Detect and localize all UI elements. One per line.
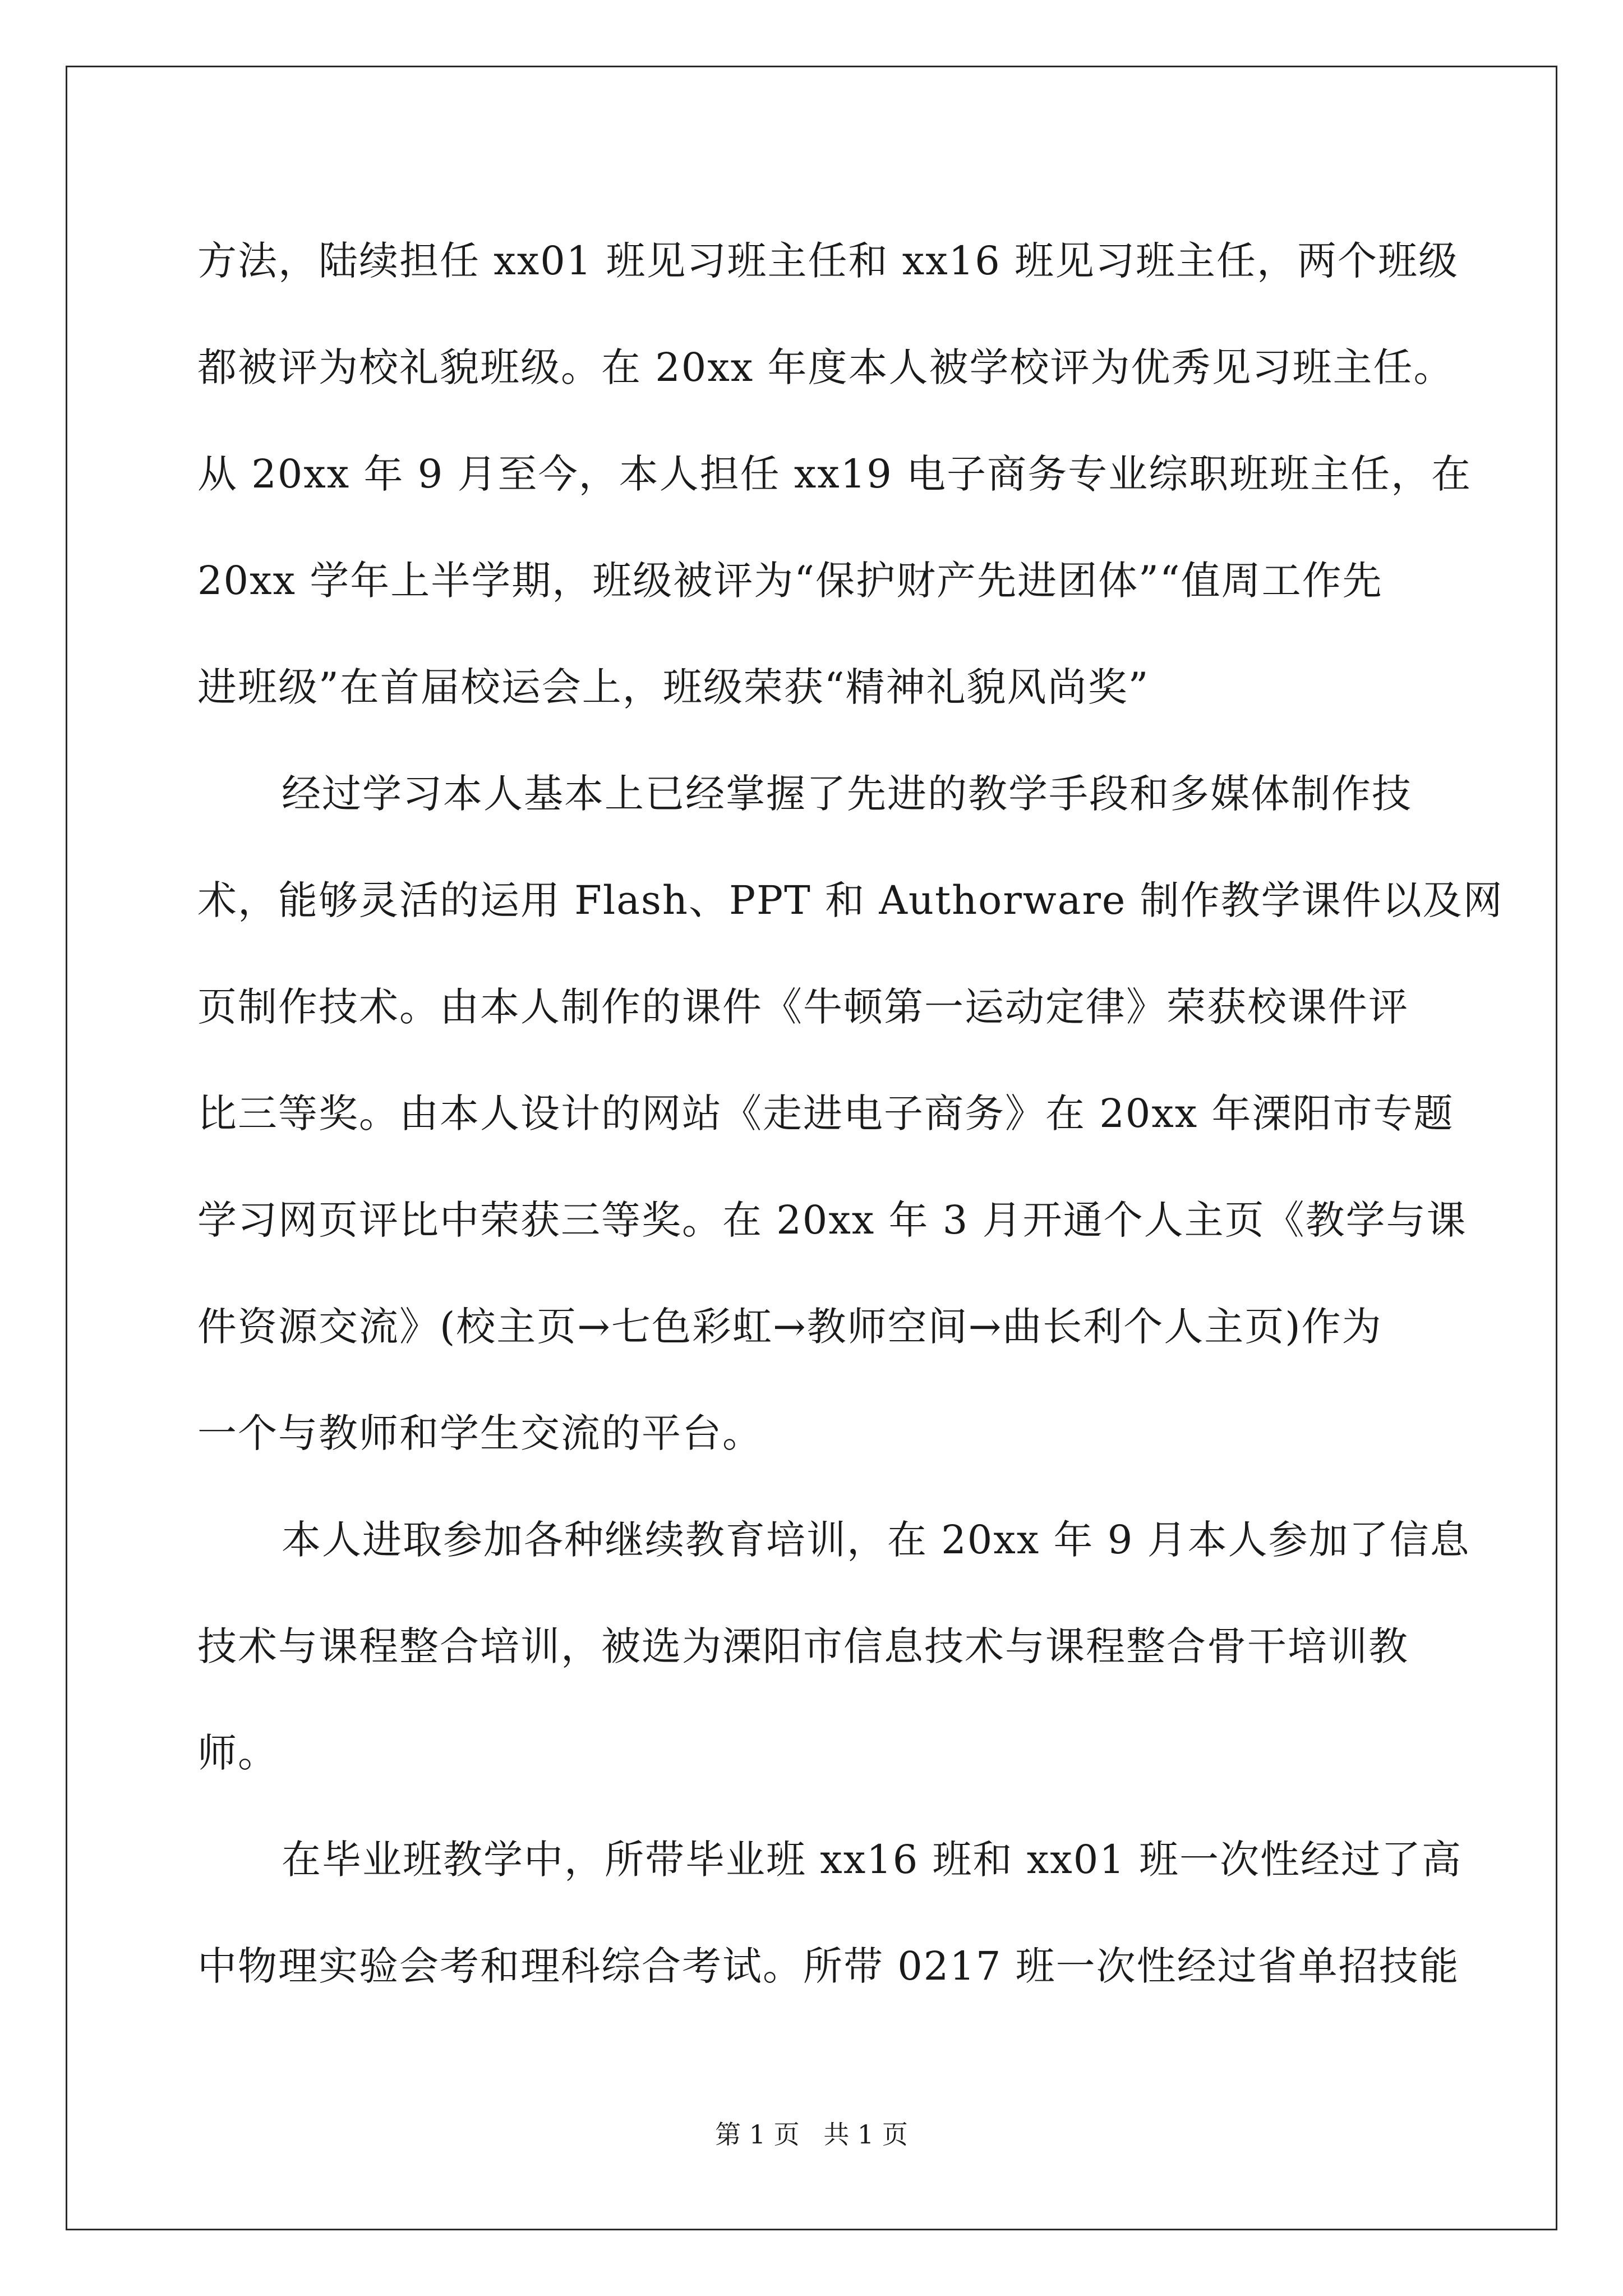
- text-line: 技术与课程整合培训，被选为溧阳市信息技术与课程整合骨干培训教: [197, 1623, 1409, 1669]
- text-line: 中物理实验会考和理科综合考试。所带 0217 班一次性经过省单招技能: [197, 1943, 1460, 1989]
- text-line: 件资源交流》(校主页→七色彩虹→教师空间→曲长利个人主页)作为: [197, 1304, 1382, 1350]
- text-line: 页制作技术。由本人制作的课件《牛顿第一运动定律》荣获校课件评: [197, 984, 1409, 1030]
- text-line: 术，能够灵活的运用 Flash、PPT 和 Authorware 制作教学课件以及网: [197, 877, 1504, 923]
- paragraph-first-line: 在毕业班教学中，所带毕业班 xx16 班和 xx01 班一次性经过了高: [282, 1837, 1463, 1883]
- text-line: 从 20xx 年 9 月至今，本人担任 xx19 电子商务专业综职班班主任，在: [197, 451, 1472, 497]
- page-footer: [0, 2118, 1623, 2151]
- text-line: 20xx 学年上半学期，班级被评为“保护财产先进团体”“值周工作先: [197, 558, 1383, 604]
- paragraph-first-line: 本人进取参加各种继续教育培训，在 20xx 年 9 月本人参加了信息: [282, 1517, 1470, 1563]
- paragraph-first-line: 经过学习本人基本上已经掌握了先进的教学手段和多媒体制作技: [282, 771, 1412, 817]
- text-line: 都被评为校礼貌班级。在 20xx 年度本人被学校评为优秀见习班主任。: [197, 344, 1454, 390]
- text-line: 一个与教师和学生交流的平台。: [197, 1410, 763, 1456]
- text-line: 比三等奖。由本人设计的网站《走进电子商务》在 20xx 年溧阳市专题: [197, 1091, 1454, 1137]
- document-body: [197, 208, 1504, 2019]
- text-line: 进班级”在首届校运会上，班级荣获“精神礼貌风尚奖”: [197, 664, 1150, 710]
- text-line: 方法，陆续担任 xx01 班见习班主任和 xx16 班见习班主任，两个班级: [197, 238, 1459, 284]
- page-number: 第 1 页: [715, 2119, 800, 2150]
- page-total: 共 1 页: [823, 2119, 908, 2150]
- text-line: 师。: [197, 1730, 278, 1776]
- text-line: 学习网页评比中荣获三等奖。在 20xx 年 3 月开通个人主页《教学与课: [197, 1197, 1467, 1243]
